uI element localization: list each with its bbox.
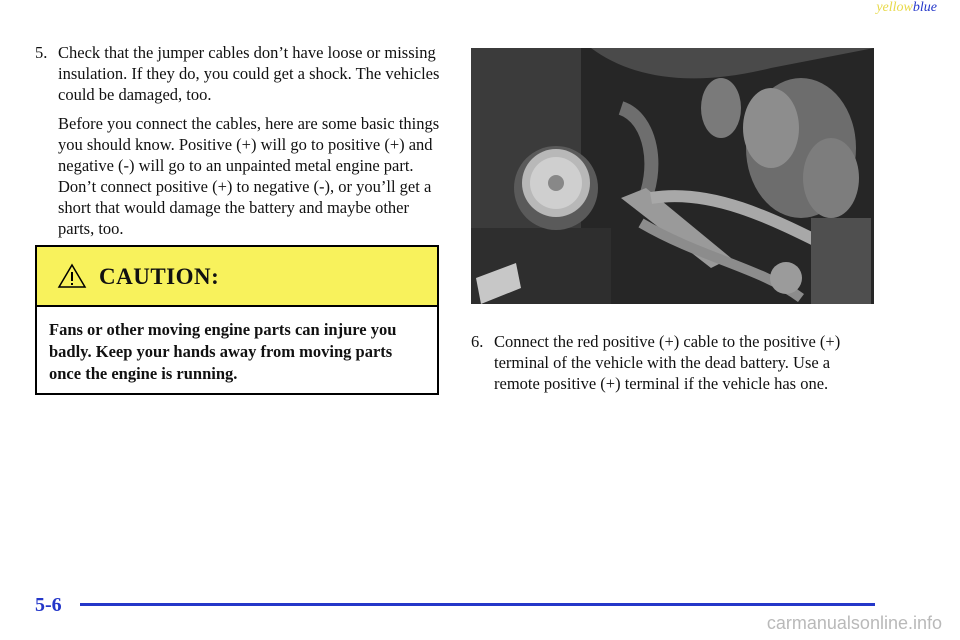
step-6-text: Connect the red positive (+) cable to the positive (+) terminal of the vehicle with the dead battery. Use a remote positive (+) terminal if the vehicle has one. <box>494 332 841 393</box>
step-6 <box>471 331 876 394</box>
cable-basics-paragraph: Before you connect the cables, here are some basic things you should know. Positive (+) will go to positive (+) and negative (-) will go to an unpainted metal engine part. Don’t connect positive (+) to negative (-), or you’ll get a short that would damage the battery and maybe other parts, too. <box>58 114 440 238</box>
jumper-cable-engine-image <box>471 48 874 304</box>
footer-rule <box>80 603 875 606</box>
caution-text: Fans or other moving engine parts can injure you badly. Keep your hands away from moving parts once the engine is running. <box>49 320 397 383</box>
tag-blue: blue <box>912 0 937 15</box>
watermark: carmanualsonline.info <box>766 613 942 633</box>
engine-photo <box>471 48 874 304</box>
step-6-number: 6. <box>471 332 484 351</box>
caution-header <box>37 247 437 307</box>
color-tag <box>876 0 937 16</box>
step-5-text: Check that the jumper cables don’t have loose or missing insulation. If they do, you could get a shock. The vehicles could be damaged, too. <box>58 43 440 104</box>
caution-box <box>35 245 439 395</box>
left-column <box>35 42 440 239</box>
tag-yellow: yellow <box>876 0 913 15</box>
page-number: 5-6 <box>35 594 62 616</box>
right-column <box>471 331 876 394</box>
step-5 <box>35 42 440 105</box>
caution-title: CAUTION: <box>99 264 220 289</box>
step-5-number: 5. <box>35 43 48 62</box>
warning-triangle-icon <box>57 263 87 289</box>
